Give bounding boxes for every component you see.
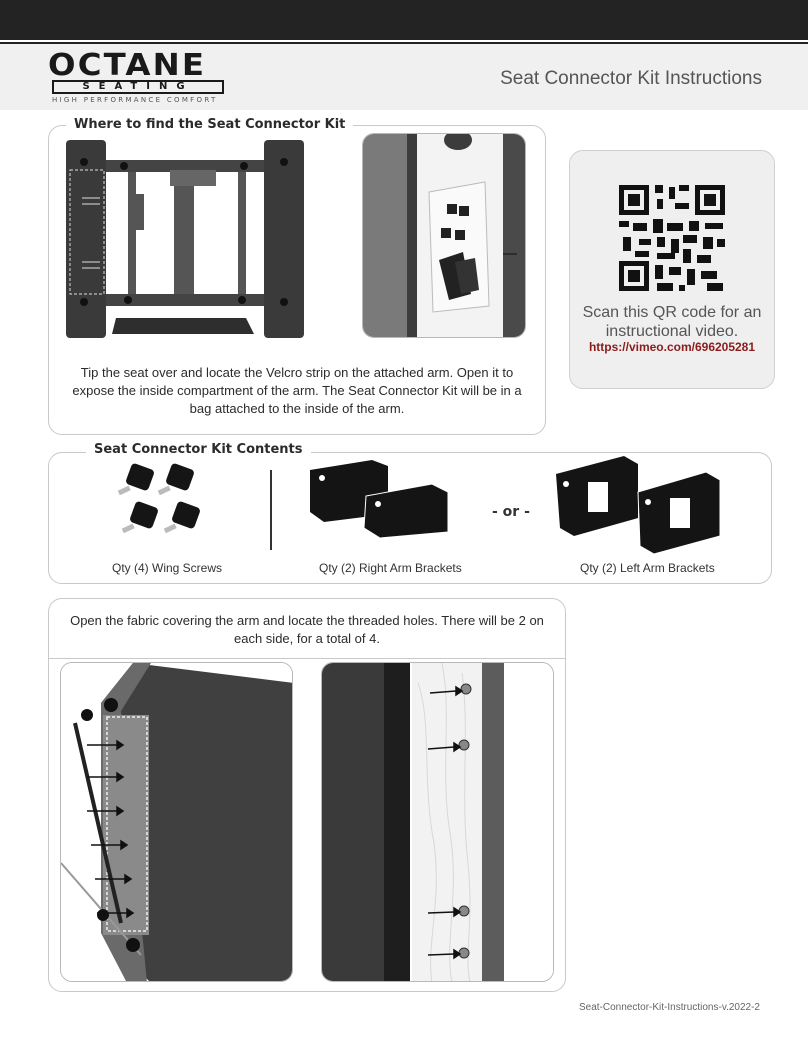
left-arm-brackets-caption: Qty (2) Left Arm Brackets (580, 561, 715, 575)
holes-instructions: Open the fabric covering the arm and locate the threaded holes. There will be 2 on each side, for a total of 4. (70, 613, 544, 646)
top-bar (0, 0, 808, 40)
page-title: Seat Connector Kit Instructions (500, 68, 762, 89)
arm-side-photo (60, 662, 293, 982)
locate-panel-label: Where to find the Seat Connector Kit (66, 117, 353, 132)
right-arm-brackets-illustration (308, 456, 468, 540)
right-arm-brackets-caption: Qty (2) Right Arm Brackets (319, 561, 462, 575)
document-version: Seat-Connector-Kit-Instructions-v.2022-2 (578, 1002, 760, 1013)
arm-wood-photo (321, 662, 554, 982)
contents-panel-label: Seat Connector Kit Contents (86, 442, 311, 457)
contents-divider (270, 470, 272, 550)
left-arm-brackets-illustration (554, 454, 724, 558)
seat-frame-illustration (62, 136, 306, 340)
qr-code-icon[interactable] (617, 183, 727, 293)
wing-screws-illustration (110, 458, 214, 542)
brand-tagline: HIGH PERFORMANCE COMFORT (52, 96, 218, 104)
qr-caption: Scan this QR code for an instructional video. (582, 304, 762, 340)
locate-instructions: Tip the seat over and locate the Velcro strip on the attached arm. Open it to expose the inside compartment of the arm. The Seat Connector Kit will be in a bag attached to the inside of the arm. (72, 365, 522, 416)
or-separator: - or - (492, 504, 530, 520)
arm-compartment-photo (362, 133, 526, 338)
brand-logo-name: OCTANE (48, 48, 207, 83)
holes-panel-divider (48, 658, 566, 659)
brand-logo-sub: SEATING (52, 80, 224, 94)
wing-screws-caption: Qty (4) Wing Screws (112, 561, 223, 575)
video-link[interactable]: https://vimeo.com/696205281 (588, 340, 756, 354)
